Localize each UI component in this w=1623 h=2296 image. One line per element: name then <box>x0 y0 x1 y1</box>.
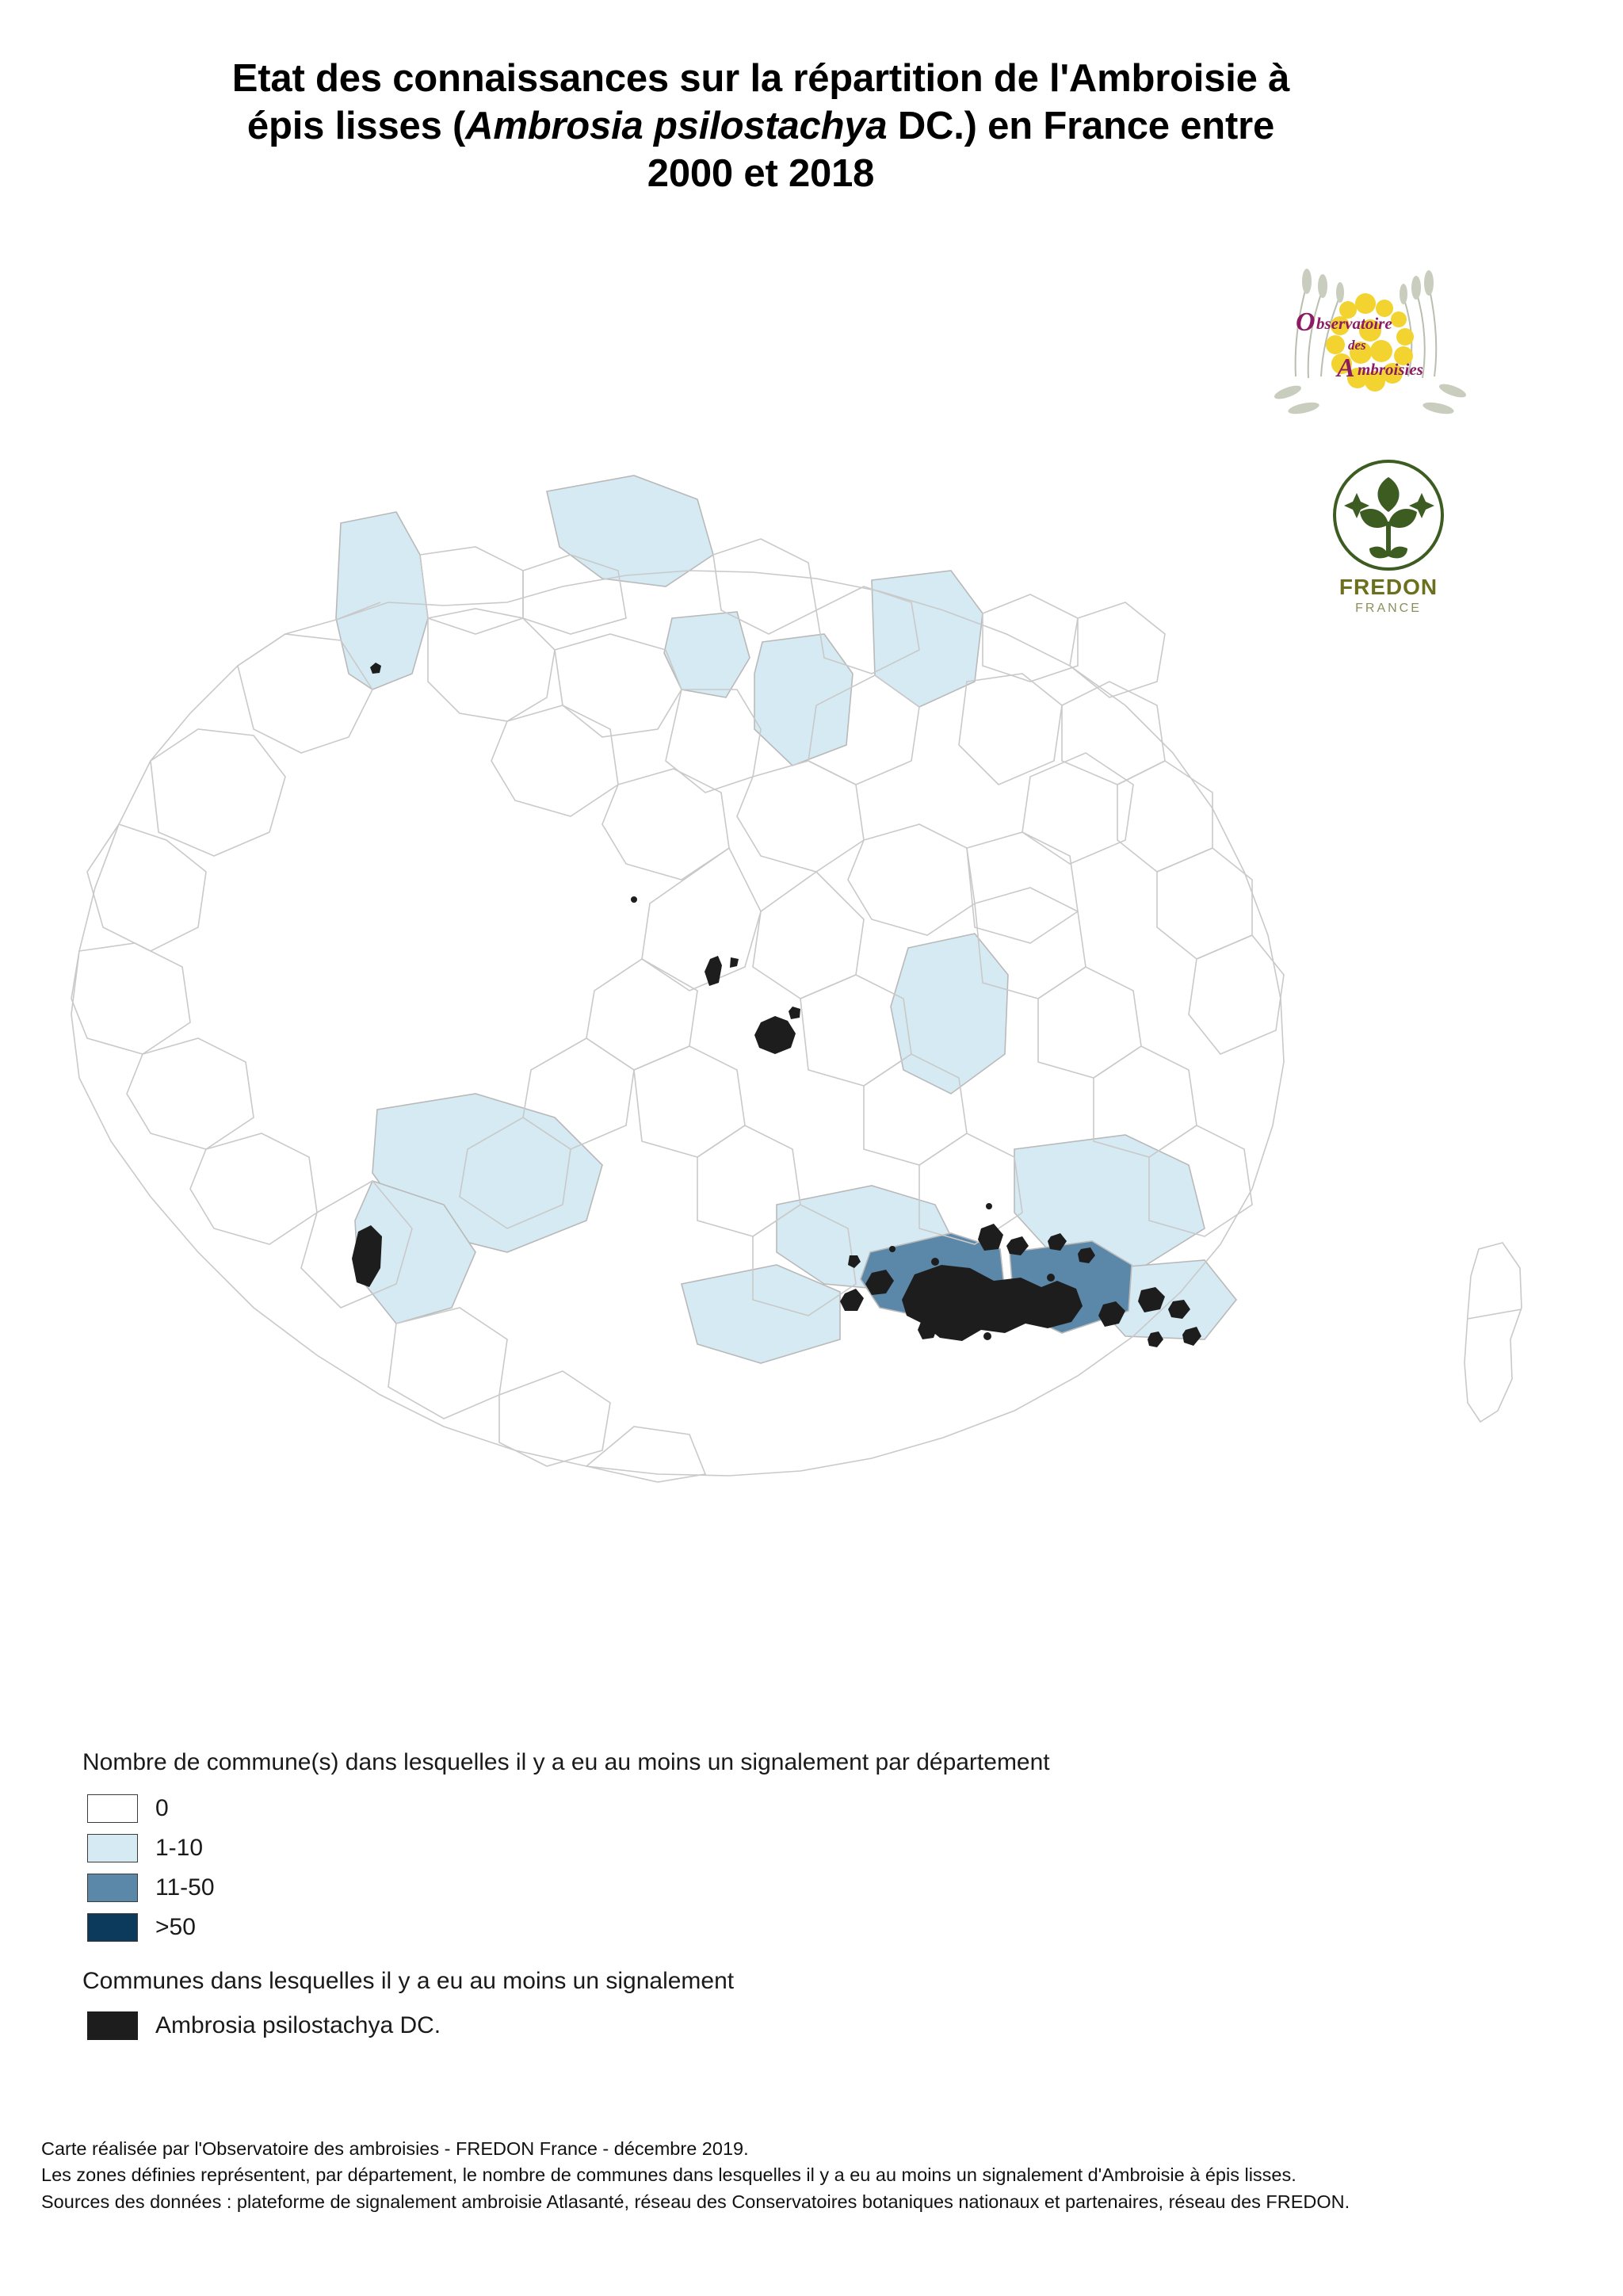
legend-swatch-11-50 <box>87 1874 138 1902</box>
occurrence-somme <box>631 896 637 903</box>
title-line-2-suffix: DC.) en France entre <box>887 104 1275 147</box>
page-title <box>95 55 1426 197</box>
dept-isere <box>891 934 1008 1094</box>
title-years: 2000 et 2018 <box>647 151 875 195</box>
title-line-2 <box>95 103 1426 151</box>
title-line-1-text: Etat des connaissances sur la répartition de l'Ambroisie à <box>231 57 1290 100</box>
legend-swatch-over-50 <box>87 1913 138 1942</box>
footer-line-3: Sources des données : plateforme de signalement ambroisie Atlasanté, réseau des Conservatoires botaniques nationaux et partenaires, réseau des FREDON. <box>41 2191 1350 2212</box>
legend-heading-communes: Communes dans lesquelles il y a eu au moins un signalement <box>82 1967 735 1994</box>
dept-yvelines <box>664 612 750 697</box>
france-choropleth-map <box>0 317 1623 1736</box>
legend-label-species: Ambrosia psilostachya DC. <box>155 2011 441 2038</box>
occurrence-isere-2 <box>983 1332 991 1340</box>
legend-item-0 <box>82 1789 1509 1828</box>
species-name-italic: Ambrosia psilostachya <box>465 104 888 147</box>
occurrence-essonne <box>754 1016 796 1054</box>
legend-item-species <box>82 2004 1509 2047</box>
svg-text:FRANCE: FRANCE <box>1355 602 1422 615</box>
dept-manche <box>336 512 428 690</box>
svg-text:A: A <box>1337 353 1355 383</box>
legend-swatch-0 <box>87 1794 138 1823</box>
svg-text:FREDON: FREDON <box>1338 575 1438 599</box>
departments-class-1-10 <box>336 476 1236 1363</box>
svg-text:mbroisies: mbroisies <box>1358 360 1423 379</box>
occurrence-bdr-3 <box>1047 1274 1055 1282</box>
dept-seine-et-marne <box>754 634 853 766</box>
occurrence-vaucluse-1 <box>986 1203 992 1209</box>
dept-somme <box>547 476 713 586</box>
corsica <box>1465 1243 1522 1422</box>
svg-text:O: O <box>1296 308 1316 337</box>
legend-swatch-species <box>87 2011 138 2040</box>
legend-item-over-50 <box>82 1908 1509 1947</box>
legend-label-11-50: 11-50 <box>155 1874 215 1901</box>
legend-heading: Nombre de commune(s) dans lesquelles il y a eu au moins un signalement par département <box>82 1749 1050 1775</box>
footer-notes <box>41 2136 1594 2215</box>
occurrence-seine-et-marne <box>789 1007 800 1019</box>
title-line-2-prefix: épis lisses ( <box>246 104 466 147</box>
title-line-1 <box>95 55 1426 103</box>
map-layer-departments <box>0 317 1522 1482</box>
occurrence-gard-3 <box>889 1246 896 1252</box>
departments-boundary-mesh <box>71 539 1284 1482</box>
legend-label-1-10: 1-10 <box>155 1834 204 1861</box>
legend-item-1-10 <box>82 1828 1509 1868</box>
legend-label-0: 0 <box>155 1794 169 1821</box>
legend-item-11-50 <box>82 1868 1509 1908</box>
occurrence-bdr-4 <box>1018 1288 1026 1296</box>
occurrence-yvelines <box>705 956 722 986</box>
svg-text:des: des <box>1348 338 1366 353</box>
occurrence-valdoise <box>730 957 739 968</box>
map-graphic <box>0 317 1623 1736</box>
legend-label-over-50: >50 <box>155 1913 196 1940</box>
svg-text:bservatoire: bservatoire <box>1316 314 1392 333</box>
occurrence-gard-2 <box>931 1258 939 1266</box>
footer-line-2: Les zones définies représentent, par département, le nombre de communes dans lesquelles il y a eu au moins un signalement d'Ambroisie à épis lisses. <box>41 2164 1296 2186</box>
title-line-3 <box>95 151 1426 198</box>
legend-swatch-1-10 <box>87 1834 138 1862</box>
footer-line-1: Carte réalisée par l'Observatoire des ambroisies - FREDON France - décembre 2019. <box>41 2138 749 2159</box>
map-legend <box>82 1748 1509 2047</box>
dept-aude <box>682 1265 840 1363</box>
